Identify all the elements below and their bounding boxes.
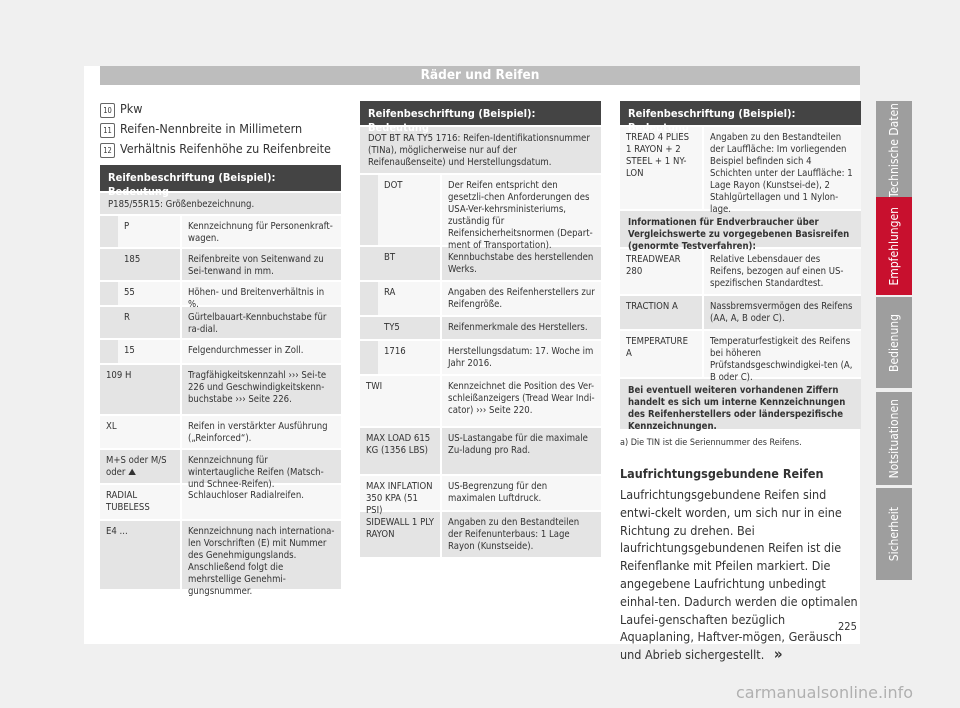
table-row — [360, 280, 601, 315]
side-tab-label: Notsituationen — [887, 398, 901, 479]
paragraph-text: Laufrichtungsgebundene Reifen sind entwi-ckelt worden, um sich nur in eine Richtung zu drehen. Bei laufrichtungsgebundenen Reifen ist die Reifenflanke mit Pfeilen markiert. Die angegebene Laufrichtung unbedingt einhal-ten. Dadurch werden die optimalen Laufei-genschaften bezüglich Aquaplaning, Haftver-mögen, Geräusch und Abrieb sichergestellt. — [620, 487, 858, 663]
table-cell-desc: Tragfähigkeitskennzahl ››› Sei-te 226 und Geschwindigkeitskenn-buchstabe ››› Seite 226. — [180, 365, 341, 414]
table-cell-desc: Kennbuchstabe des herstellenden Werks. — [440, 247, 601, 280]
table-cell: P185/55R15: Größenbezeichnung. — [108, 199, 255, 210]
table-cell-desc: Kennzeichnung für Personenkraft-wagen. — [180, 216, 341, 247]
table-row — [100, 414, 341, 448]
table-cell-desc: Reifenbreite von Seitenwand zu Sei-tenwand in mm. — [180, 249, 341, 280]
table-row — [100, 448, 341, 490]
table-note: Bei eventuell weiteren vorhandenen Ziffern handelt es sich um interne Kennzeichnungen des Reifenherstellers oder länderspezifische Kennzeichnungen. — [628, 385, 846, 432]
section-title: Laufrichtungsgebundene Reifen — [620, 466, 824, 481]
table-cell-desc: US-Begrenzung für den maximalen Luftdruck. — [440, 476, 601, 510]
table-cell-desc: Reifenmerkmale des Herstellers. — [440, 317, 601, 339]
table-cell-desc: Herstellungsdatum: 17. Woche im Jahr 2016. — [440, 341, 601, 374]
table-row — [620, 329, 861, 383]
legend-text: Reifen-Nennbreite in Millimetern — [120, 121, 303, 136]
table-cell-code: MAX LOAD 615 KG (1356 LBS) — [366, 433, 431, 456]
legend-number: 10 — [100, 103, 115, 118]
table-row — [360, 173, 601, 251]
table-row — [100, 519, 341, 597]
table-cell-desc: Temperaturfestigkeit des Reifens bei höheren Prüfstandsgeschwindigkei-ten (A, B oder C). — [702, 331, 861, 377]
table-row — [620, 125, 861, 215]
table-cell-code: 15 — [118, 340, 180, 363]
table-cell-code: XL — [106, 421, 117, 432]
table-cell-code: TRACTION A — [626, 301, 678, 312]
table-cell-desc: Schlauchloser Radialreifen. — [180, 485, 341, 519]
table-cell: DOT BT RA TY5 1716: Reifen-Identifikationsnummer (TINa), möglicherweise nur auf der Reifenaußenseite) und Herstellungsdatum. — [368, 133, 590, 168]
side-tab-notsituationen[interactable] — [876, 392, 912, 485]
table-header: Reifenbeschriftung (Beispiel): Bedeutung — [100, 165, 341, 191]
table-row — [100, 247, 341, 280]
tire-table-2 — [360, 101, 601, 557]
table-row — [360, 245, 601, 280]
body-paragraph — [620, 486, 860, 664]
legend-text: Verhältnis Reifenhöhe zu Reifenbreite — [120, 141, 331, 156]
table-row — [360, 510, 601, 557]
table-row — [620, 377, 861, 432]
table-cell-code: 1716 — [378, 341, 440, 374]
table-cell-code: E4 ... — [106, 526, 128, 537]
legend-number: 12 — [100, 143, 115, 158]
table-row — [620, 294, 861, 329]
table-cell-desc: Nassbremsvermögen des Reifens (AA, A, B oder C). — [702, 296, 861, 329]
page-header: Räder und Reifen — [100, 66, 860, 85]
table-cell-code: P — [118, 216, 180, 247]
table-cell-code: BT — [384, 252, 396, 263]
table-cell-code: TY5 — [384, 322, 400, 333]
continue-arrow-icon: » — [773, 645, 783, 664]
table-cell-code: 55 — [118, 282, 180, 305]
table-cell-desc: Gürtelbauart-Kennbuchstabe für ra-dial. — [180, 307, 341, 338]
table-row — [620, 247, 861, 294]
side-tab-empfehlungen[interactable] — [876, 197, 912, 295]
table-cell-desc: Höhen- und Breitenverhältnis in %. — [180, 282, 341, 305]
table-cell-desc: Relative Lebensdauer des Reifens, bezogen auf einen US-spezifischen Standardtest. — [702, 249, 861, 294]
table-cell-code: TEMPERATURE A — [626, 336, 689, 359]
side-tab-sicherheit[interactable] — [876, 488, 912, 580]
table-row — [360, 474, 601, 516]
footnote: a) Die TIN ist die Seriennummer des Reifens. — [620, 438, 802, 448]
table-cell-desc: Angaben zu den Bestandteilen der Reifenunterbaus: 1 Lage Rayon (Kunstseide). — [440, 512, 601, 557]
table-cell-code: R — [124, 312, 130, 323]
page-number: 225 — [838, 620, 857, 633]
table-cell-code: TREADWEAR 280 — [626, 254, 681, 277]
table-cell-desc: US-Lastangabe für die maximale Zu-ladung pro Rad. — [440, 428, 601, 474]
table-header: Reifenbeschriftung (Beispiel): Bedeutung — [620, 101, 861, 125]
table-row — [100, 338, 341, 363]
table-row — [620, 209, 861, 252]
table-cell-code: MAX INFLATION 350 KPA (51 PSI) — [366, 481, 433, 516]
tire-table-3 — [620, 101, 861, 432]
table-cell-code: 185 — [124, 254, 141, 265]
table-cell-code: SIDEWALL 1 PLY RAYON — [366, 517, 434, 540]
side-tab-technische-daten[interactable] — [876, 101, 912, 199]
table-row — [100, 214, 341, 247]
table-cell-code: RA — [378, 282, 440, 315]
table-row — [360, 426, 601, 474]
table-cell-desc: Reifen in verstärkter Ausführung („Reinforced“). — [180, 416, 341, 448]
table-row — [360, 315, 601, 339]
table-cell-code: TREAD 4 PLIES 1 RAYON + 2 STEEL + 1 NY-LON — [626, 132, 690, 179]
table-cell-code: 109 H — [106, 370, 132, 381]
table-cell-code: TWI — [366, 381, 383, 392]
tire-table-1 — [100, 165, 341, 597]
watermark: carmanualsonline.info — [736, 683, 914, 702]
table-row — [100, 305, 341, 338]
side-tab-bedienung[interactable] — [876, 297, 912, 388]
side-tab-label: Technische Daten — [887, 102, 901, 198]
legend-text: Pkw — [120, 101, 143, 116]
table-cell-desc: Der Reifen entspricht den gesetzli-chen Anforderungen des USA-Ver-kehrsministeriums, zuständig für Reifensicherheitsnormen (Depart-ment of Transportation). — [440, 175, 601, 245]
table-row — [100, 191, 341, 214]
table-cell-desc: Angaben des Reifenherstellers zur Reifengröße. — [440, 282, 601, 315]
table-cell-desc: Kennzeichnung nach internationa-len Vorschriften (E) mit Nummer des Genehmigungslands. Anschließend folgt die mehrstellige Genehmi-gungsnummer. — [180, 521, 341, 589]
table-cell-desc: Felgendurchmesser in Zoll. — [180, 340, 341, 363]
side-tab-label: Empfehlungen — [887, 206, 901, 286]
table-header: Reifenbeschriftung (Beispiel): Bedeutung — [360, 101, 601, 125]
table-cell-desc: Kennzeichnet die Position des Ver-schleißanzeigers (Tread Wear Indi-cator) ››› Seite 220. — [440, 376, 601, 426]
table-cell-desc: Angaben zu den Bestandteilen der Lauffläche: Im vorliegenden Beispiel befinden sich 4 Schichten unter der Lauffläche: 1 Lage Rayon (Kunstsei-de), 2 Stahlgürtellagen und 1 Nylon-lage. — [702, 127, 861, 209]
table-cell-desc: Kennzeichnung für wintertaugliche Reifen (Matsch- und Schnee-Reifen). — [180, 450, 341, 483]
side-tab-label: Bedienung — [887, 313, 901, 372]
table-cell-code: RADIAL TUBELESS — [106, 490, 150, 513]
table-row — [360, 374, 601, 426]
table-row — [100, 280, 341, 310]
table-cell-code: M+S oder M/S oder ⛰ — [106, 455, 167, 478]
side-tab-label: Sicherheit — [887, 506, 901, 562]
table-row — [100, 363, 341, 414]
legend-number: 11 — [100, 123, 115, 138]
table-row — [360, 125, 601, 173]
table-cell-code: DOT — [378, 175, 440, 245]
table-note: Informationen für Endverbraucher über Vergleichswerte zu vorgegebenen Basisreifen (genormte Testverfahren): — [628, 217, 850, 252]
table-row — [100, 483, 341, 519]
table-row — [360, 339, 601, 374]
